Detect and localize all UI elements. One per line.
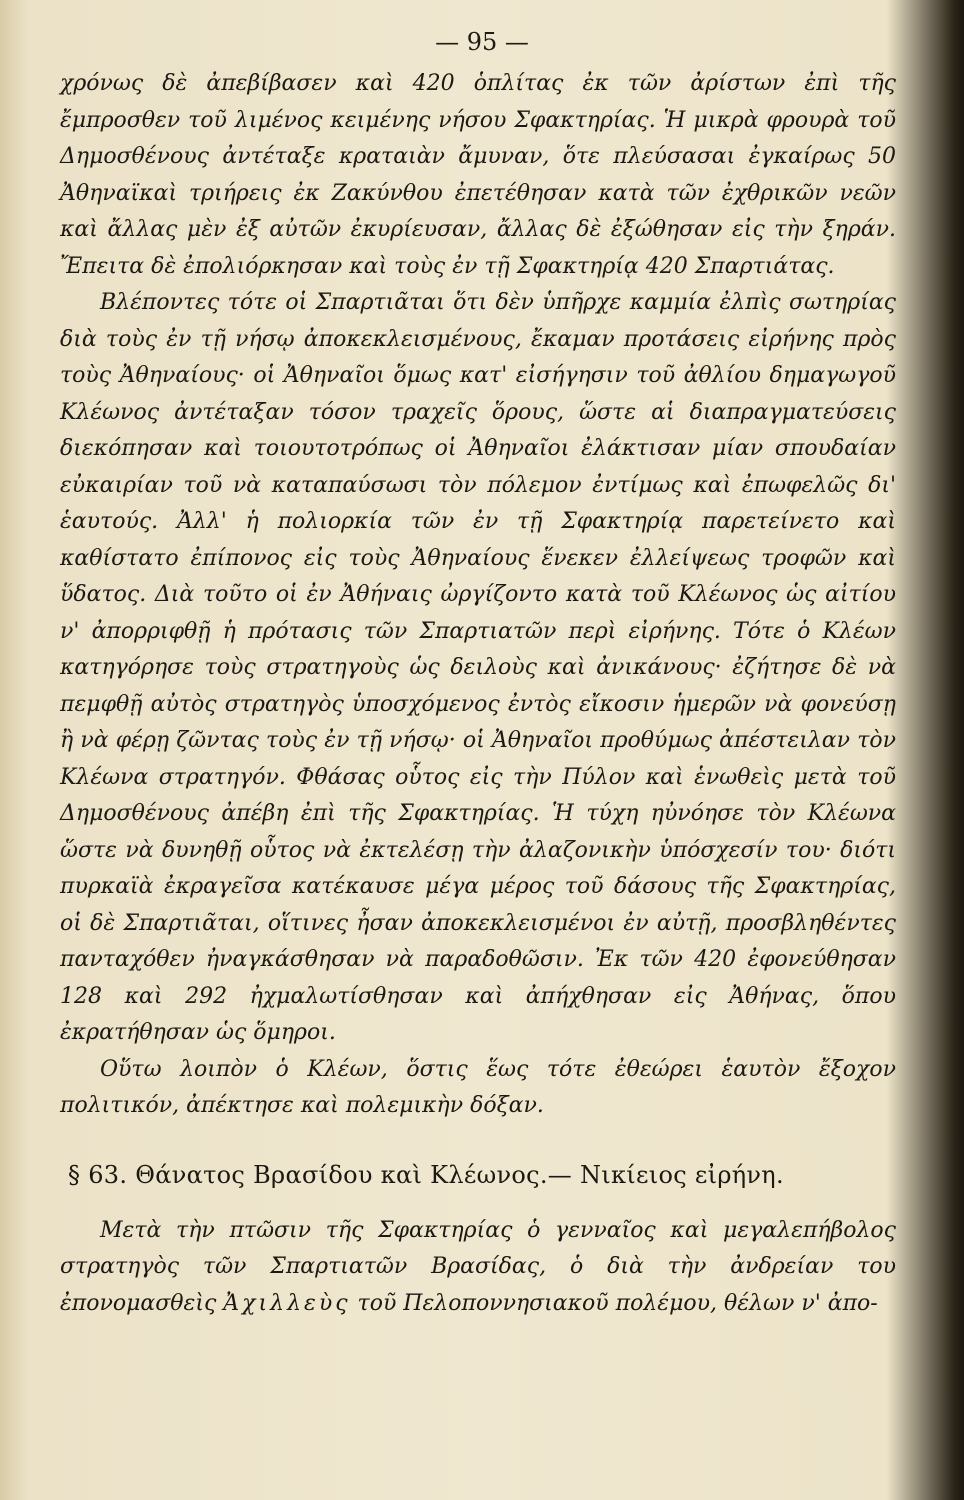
final-paragraph-before: Μετὰ τὴν πτῶσιν τῆς Σφακτηρίας ὁ γενναῖος καὶ μεγαλεπήβολος στρατηγὸς τῶν Σπαρτιατῶν Βρασίδας, ὁ διὰ τὴν ἀνδρείαν του ἐπονομασθεὶς (60, 1217, 896, 1316)
page-number: — 95 — (435, 28, 529, 56)
final-paragraph-after: τοῦ Πελοποννησιακοῦ πολέμου, θέλων ν' ἀπο- (350, 1290, 878, 1316)
final-paragraph (60, 1213, 896, 1323)
paragraph-3: Οὕτω λοιπὸν ὁ Κλέων, ὅστις ἕως τότε ἐθεώρει ἑαυτὸν ἔξοχον πολιτικόν, ἀπέκτησε καὶ πολεμικὴν δόξαν. (60, 1056, 896, 1118)
paragraph-1: χρόνως δὲ ἀπεβίβασεν καὶ 420 ὁπλίτας ἐκ τῶν ἀρίστων ἐπὶ τῆς ἔμπροσθεν τοῦ λιμένος κειμένης νήσου Σφακτηρίας. Ἡ μικρὰ φρουρὰ τοῦ Δημοσθένους ἀντέταξε κραταιὰν ἄμυναν, ὅτε πλεύσασαι ἐγκαίρως 50 Ἀθηναϊκαὶ τριήρεις ἐκ Ζακύνθου ἐπετέθησαν κατὰ τῶν ἐχθρικῶν νεῶν καὶ ἄλλας μὲν ἐξ αὐτῶν ἐκυρίευσαν, ἄλλας δὲ ἐξώθησαν εἰς τὴν ξηράν. Ἔπειτα δὲ ἐπολιόρκησαν καὶ τοὺς ἐν τῇ Σφακτηρίᾳ 420 Σπαρτιάτας. (60, 71, 896, 279)
section-heading: § 63. Θάνατος Βρασίδου καὶ Κλέωνος.— Νικίειος εἰρήνη. (68, 1160, 784, 1189)
final-paragraph-spaced-name: Ἀχιλλεὺς (223, 1290, 351, 1316)
paragraph-2: Βλέποντες τότε οἱ Σπαρτιᾶται ὅτι δὲν ὑπῆρχε καμμία ἐλπὶς σωτηρίας διὰ τοὺς ἐν τῇ νήσῳ ἀποκεκλεισμένους, ἔκαμαν προτάσεις εἰρήνης πρὸς τοὺς Ἀθηναίους· οἱ Ἀθηναῖοι ὅμως κατ' εἰσήγησιν τοῦ ἀθλίου δημαγωγοῦ Κλέωνος ἀντέταξαν τόσον τραχεῖς ὅρους, ὥστε αἱ διαπραγματεύσεις διεκόπησαν καὶ τοιουτοτρόπως οἱ Ἀθηναῖοι ἐλάκτισαν μίαν σπουδαίαν εὐκαιρίαν τοῦ νὰ καταπαύσωσι τὸν πόλεμον ἐντίμως καὶ ἐπωφελῶς δι' ἑαυτούς. Ἀλλ' ἡ πολιορκία τῶν ἐν τῇ Σφακτηρίᾳ παρετείνετο καὶ καθίστατο ἐπίπονος εἰς τοὺς Ἀθηναίους ἕνεκεν ἐλλείψεως τροφῶν καὶ ὕδατος. Διὰ τοῦτο οἱ ἐν Ἀθήναις ὠργίζοντο κατὰ τοῦ Κλέωνος ὡς αἰτίου ν' ἀπορριφθῇ ἡ πρότασις τῶν Σπαρτιατῶν περὶ εἰρήνης. Τότε ὁ Κλέων κατηγόρησε τοὺς στρατηγοὺς ὡς δειλοὺς καὶ ἀνικάνους· ἐζήτησε δὲ νὰ πεμφθῇ αὐτὸς στρατηγὸς ὑποσχόμενος ἐντὸς εἴκοσιν ἡμερῶν νὰ φονεύσῃ ἢ νὰ φέρῃ ζῶντας τοὺς ἐν τῇ νήσῳ· οἱ Ἀθηναῖοι προθύμως ἀπέστειλαν τὸν Κλέωνα στρατηγόν. Φθάσας οὗτος εἰς τὴν Πύλον καὶ ἑνωθεὶς μετὰ τοῦ Δημοσθένους ἀπέβη ἐπὶ τῆς Σφακτηρίας. Ἡ τύχη ηὐνόησε τὸν Κλέωνα ὥστε νὰ δυνηθῇ οὗτος νὰ ἐκτελέσῃ τὴν ἀλαζονικὴν ὑπόσχεσίν του· διότι πυρκαϊὰ ἐκραγεῖσα κατέκαυσε μέγα μέρος τοῦ δάσους τῆς Σφακτηρίας, οἱ δὲ Σπαρτιᾶται, οἵτινες ἦσαν ἀποκεκλεισμένοι ἐν αὐτῇ, προσβληθέντες πανταχόθεν ἠναγκάσθησαν νὰ παραδοθῶσιν. Ἐκ τῶν 420 ἐφονεύθησαν 128 καὶ 292 ἠχμαλωτίσθησαν καὶ ἀπήχθησαν εἰς Ἀθήνας, ὅπου ἐκρατήθησαν ὡς ὅμηροι. (60, 290, 896, 1045)
body-text (60, 66, 896, 1322)
